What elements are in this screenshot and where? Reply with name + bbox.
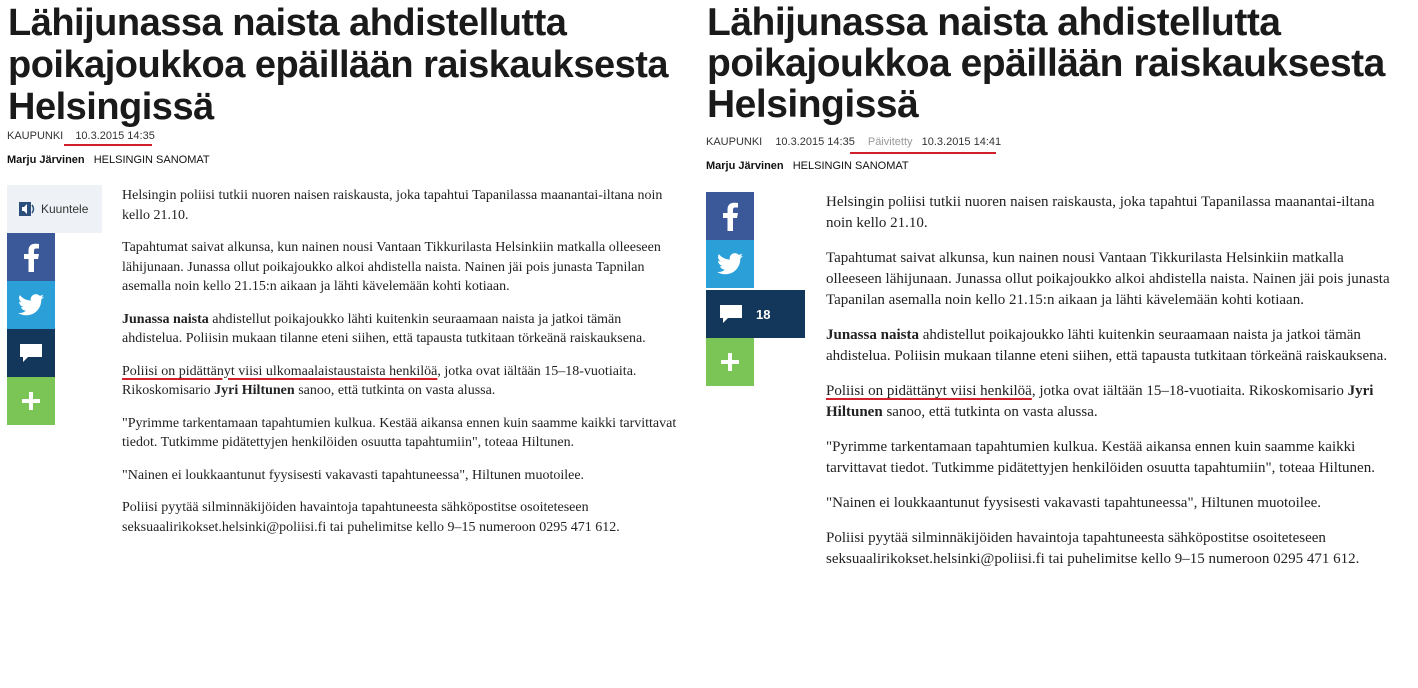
- comment-count: 18: [756, 306, 771, 322]
- paragraph: "Nainen ei loukkaantunut fyysisesti vakavasti tapahtuneessa", Hiltunen muotoilee.: [826, 495, 1322, 511]
- paragraph: Tapahtumat saivat alkunsa, kun nainen nousi Vantaan Tikkurilasta Helsinkiin matkalla olleeseen lähijunaan. Junassa ollut poikajoukko alkoi ahdistella naista. Nainen jäi pois junasta Tapanilan asemalla noin kello 21.15:n aikaan ja lähti kävelemään kohti kotiaan.: [826, 250, 1390, 308]
- paragraph-text: , jotka ovat iältään 15–18-vuotiaita. Rikoskomisario: [122, 363, 637, 398]
- listen-button[interactable]: [7, 185, 102, 233]
- paragraph: [122, 362, 682, 401]
- author-name[interactable]: Marju Järvinen: [706, 160, 784, 172]
- facebook-icon: [21, 242, 41, 272]
- section-label[interactable]: KAUPUNKI: [7, 130, 64, 142]
- twitter-share-button[interactable]: [706, 240, 754, 288]
- paragraph: [122, 310, 682, 349]
- paragraph: [826, 325, 1401, 367]
- twitter-share-button[interactable]: [7, 281, 55, 329]
- comment-icon: [720, 305, 742, 323]
- article-version-right: [700, 0, 1418, 688]
- plus-icon: [721, 353, 739, 371]
- author-name[interactable]: Marju Järvinen: [7, 154, 85, 166]
- share-column-more: [706, 338, 754, 386]
- paragraph: Tapahtumat saivat alkunsa, kun nainen nousi Vantaan Tikkurilasta Helsinkiin matkalla olleeseen lähijunaan. Junassa ollut poikajoukko alkoi ahdistella naista. Nainen jäi pois junasta Tapnilan asemalla noin kello 21.15:n aikaan ja lähti kävelemään kohti kotiaan.: [122, 240, 661, 294]
- article-byline: [706, 160, 909, 172]
- comments-button[interactable]: [706, 290, 805, 338]
- article-headline: Lähijunassa naista ahdistellutta poikajoukkoa epäillään raiskauksesta Helsingissä: [8, 2, 669, 128]
- paragraph: Helsingin poliisi tutkii nuoren naisen raiskausta, joka tapahtui Tapanilassa maanantai-iltana noin kello 21.10.: [122, 188, 663, 223]
- paragraph-text: sanoo, että tutkinta on vasta alussa.: [294, 383, 496, 398]
- speaker-icon: [19, 202, 35, 216]
- plus-icon: [22, 392, 40, 410]
- twitter-icon: [18, 294, 44, 316]
- red-annotation-line: [64, 144, 152, 146]
- article-body: [826, 192, 1401, 584]
- article-body: [122, 186, 682, 550]
- underlined-phrase: Poliisi on pidättänyt viisi ulkomaalaistaustaista henkilöä: [122, 363, 438, 379]
- twitter-icon: [717, 253, 743, 275]
- paragraph: Helsingin poliisi tutkii nuoren naisen raiskausta, joka tapahtui Tapanilassa maanantai-iltana noin kello 21.10.: [826, 194, 1375, 231]
- paragraph: Poliisi pyytää silminnäkijöiden havaintoja tapahtuneesta sähköpostitse osoiteteseen seksuaalirikokset.helsinki@poliisi.fi tai puhelimitse kello 9–15 numeroon 0295 471 612.: [826, 530, 1360, 567]
- paragraph: "Pyrimme tarkentamaan tapahtumien kulkua. Kestää aikansa ennen kuin saamme kaikki tarvittavat tiedot. Tutkimme pidätettyjen henkilöiden osuutta tapahtumiin", toteaa Hiltunen.: [122, 415, 677, 450]
- article-byline: [7, 154, 210, 166]
- article-meta: [7, 130, 155, 142]
- paragraph-text: , jotka ovat iältään 15–18-vuotiaita. Rikoskomisario: [1031, 383, 1348, 399]
- paragraph-text: ahdistellut poikajoukko lähti kuitenkin seuraamaan naista ja jatkoi tämän ahdistelua. Poliisin mukaan tilanne eteni siihen, että tapausta tutkitaan törkeänä raiskauksena.: [122, 311, 646, 346]
- facebook-share-button[interactable]: [706, 192, 754, 240]
- updated-label: Päivitetty: [867, 136, 913, 148]
- paragraph: [826, 381, 1401, 423]
- paragraph: Poliisi pyytää silminnäkijöiden havaintoja tapahtuneesta sähköpostitse osoiteteseen seksuaalirikokset.helsinki@poliisi.fi tai puhelimitse kello 9–15 numeroon 0295 471 612.: [122, 500, 620, 535]
- comments-button[interactable]: [7, 329, 55, 377]
- bold-phrase: Junassa naista: [826, 327, 919, 343]
- person-name: Jyri Hiltunen: [214, 383, 295, 398]
- article-headline: Lähijunassa naista ahdistellutta poikajoukkoa epäillään raiskauksesta Helsingissä: [707, 1, 1385, 126]
- facebook-icon: [720, 201, 740, 231]
- publisher-name: HELSINGIN SANOMAT: [93, 154, 210, 166]
- comment-icon: [20, 344, 42, 362]
- share-column: [706, 192, 754, 288]
- more-share-button[interactable]: [706, 338, 754, 386]
- paragraph: "Pyrimme tarkentamaan tapahtumien kulkua. Kestää aikansa ennen kuin saamme kaikki tarvittavat tiedot. Tutkimme pidätettyjen henkilöiden osuutta tapahtumiin", toteaa Hiltunen.: [826, 439, 1375, 476]
- listen-label: Kuuntele: [41, 202, 89, 216]
- red-annotation-line: [850, 152, 996, 154]
- article-version-left: [0, 0, 700, 688]
- section-label[interactable]: KAUPUNKI: [706, 136, 763, 148]
- paragraph: "Nainen ei loukkaantunut fyysisesti vakavasti tapahtuneessa", Hiltunen muotoilee.: [122, 467, 585, 483]
- more-share-button[interactable]: [7, 377, 55, 425]
- bold-phrase: Junassa naista: [122, 311, 209, 327]
- person-name: Jyri Hiltunen: [826, 383, 1374, 420]
- paragraph-text: ahdistellut poikajoukko lähti kuitenkin seuraamaan naista ja jatkoi tämän ahdistelua. Poliisin mukaan tilanne eteni siihen, että tapausta tutkitaan törkeänä raiskauksena.: [826, 327, 1388, 364]
- paragraph-text: sanoo, että tutkinta on vasta alussa.: [882, 404, 1098, 420]
- share-column: [7, 233, 55, 425]
- facebook-share-button[interactable]: [7, 233, 55, 281]
- published-time: 10.3.2015 14:35: [75, 130, 155, 142]
- published-time: 10.3.2015 14:35: [775, 136, 855, 148]
- publisher-name: HELSINGIN SANOMAT: [792, 160, 909, 172]
- updated-time: 10.3.2015 14:41: [921, 136, 1002, 148]
- article-meta: [706, 136, 1001, 148]
- underlined-phrase: Poliisi on pidättänyt viisi henkilöä: [826, 383, 1032, 399]
